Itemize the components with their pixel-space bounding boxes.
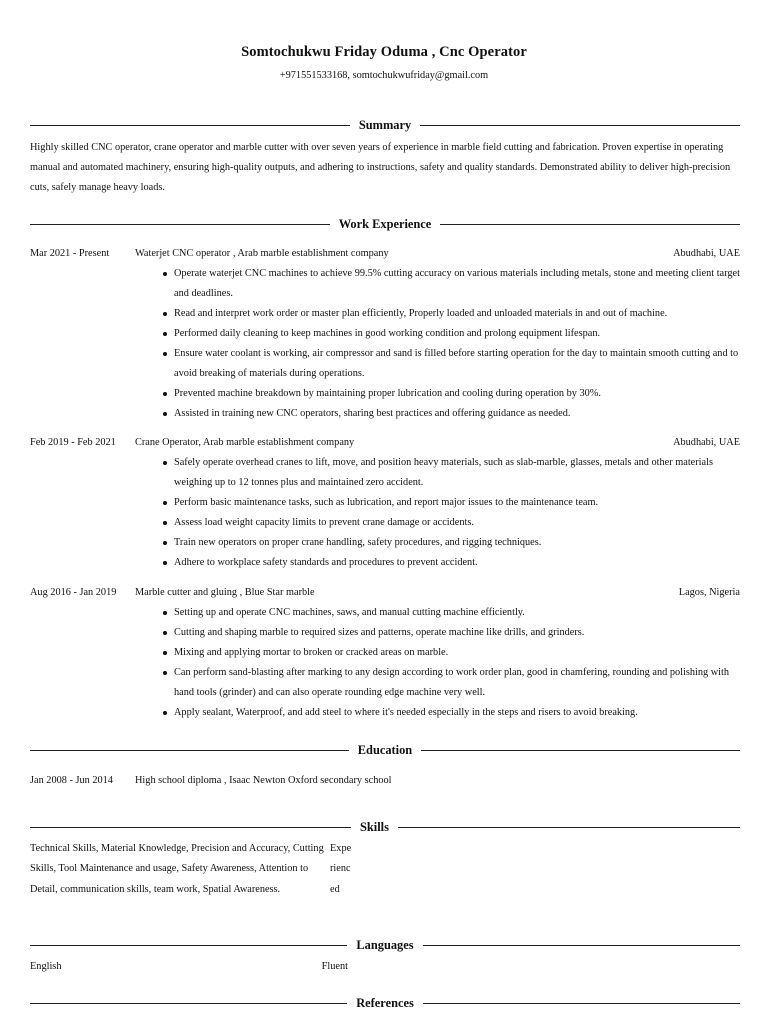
bullet-item: Operate waterjet CNC machines to achieve 99.5% cutting accuracy on various materials including metals, stone and meeting client target and deadlines. bbox=[174, 264, 742, 304]
contact-info: +971551533168, somtochukwufriday@gmail.com bbox=[279, 70, 489, 81]
job-entry bbox=[30, 433, 742, 573]
bullet-item: Ensure water coolant is working, air compressor and sand is filled before starting operation for the day to maintain smooth cutting and to avoid breaking of materials during operations. bbox=[174, 344, 742, 384]
language-name: English bbox=[30, 961, 62, 972]
bullet-item: Cutting and shaping marble to required sizes and patterns, operate machine like drills, and grinders. bbox=[174, 623, 742, 643]
section-label: References bbox=[356, 995, 414, 1010]
job-entry bbox=[30, 244, 742, 424]
divider bbox=[420, 125, 740, 126]
language-level: Fluent bbox=[321, 961, 348, 972]
bullet-item: Prevented machine breakdown by maintaining proper lubrication and cooling during operation by 30%. bbox=[174, 384, 742, 404]
bullet-item: Setting up and operate CNC machines, saws, and manual cutting machine efficiently. bbox=[174, 603, 742, 623]
bullet-item: Assess load weight capacity limits to prevent crane damage or accidents. bbox=[174, 513, 742, 533]
section-experience-heading bbox=[30, 216, 740, 232]
job-title: Waterjet CNC operator , Arab marble establishment company bbox=[135, 248, 389, 259]
job-dates: Feb 2019 - Feb 2021 bbox=[30, 437, 116, 448]
divider bbox=[440, 224, 740, 225]
education-entry bbox=[30, 771, 742, 791]
section-label: Education bbox=[357, 742, 413, 757]
divider bbox=[30, 750, 349, 751]
bullet-item: Can perform sand-blasting after marking to any design according to work order plan, good in chamfering, rounding and polishing with hand tools (grinder) and can also operate rounding edge machine very well. bbox=[174, 663, 742, 703]
education-dates: Jan 2008 - Jun 2014 bbox=[30, 775, 113, 786]
divider bbox=[30, 125, 350, 126]
section-education-heading bbox=[30, 742, 740, 758]
divider bbox=[30, 224, 330, 225]
section-skills-heading bbox=[30, 819, 740, 835]
divider bbox=[30, 827, 351, 828]
section-languages-heading bbox=[30, 937, 740, 953]
bullet-item: Mixing and applying mortar to broken or cracked areas on marble. bbox=[174, 643, 742, 663]
divider bbox=[30, 945, 347, 946]
resume-header bbox=[0, 44, 768, 81]
candidate-name: Somtochukwu Friday Oduma , Cnc Operator bbox=[241, 44, 527, 60]
divider bbox=[421, 750, 740, 751]
divider bbox=[398, 827, 740, 828]
bullet-item: Adhere to workplace safety standards and procedures to prevent accident. bbox=[174, 553, 742, 573]
bullet-item: Apply sealant, Waterproof, and add steel to where it's needed especially in the steps and risers to avoid breaking. bbox=[174, 703, 742, 723]
section-label: Languages bbox=[356, 937, 414, 952]
job-header bbox=[30, 244, 742, 264]
job-location: Abudhabi, UAE bbox=[673, 248, 740, 259]
section-summary-heading bbox=[30, 117, 740, 133]
job-entry bbox=[30, 583, 742, 723]
language-entry bbox=[30, 957, 350, 977]
section-label: Summary bbox=[358, 117, 412, 132]
job-header bbox=[30, 583, 742, 603]
divider bbox=[423, 1003, 740, 1004]
section-label: Skills bbox=[360, 819, 389, 834]
bullet-item: Safely operate overhead cranes to lift, move, and position heavy materials, such as slab-marble, glasses, metals and other materials weighing up to 12 tonnes plus and maintained zero accident. bbox=[174, 453, 742, 493]
bullet-item: Assisted in training new CNC operators, sharing best practices and offering guidance as needed. bbox=[174, 404, 742, 424]
job-title: Crane Operator, Arab marble establishment company bbox=[135, 437, 355, 448]
job-dates: Mar 2021 - Present bbox=[30, 248, 110, 259]
job-dates: Aug 2016 - Jan 2019 bbox=[30, 587, 117, 598]
job-location: Abudhabi, UAE bbox=[673, 437, 740, 448]
skills-level: Experienced bbox=[330, 843, 352, 895]
skills-list: Technical Skills, Material Knowledge, Precision and Accuracy, Cutting Skills, Tool Maintenance and usage, Safety Awareness, Attention to Detail, communication skills, team work, Spatial Awareness. bbox=[30, 843, 324, 895]
job-location: Lagos, Nigeria bbox=[678, 587, 740, 598]
divider bbox=[30, 1003, 347, 1004]
job-header bbox=[30, 433, 742, 453]
bullet-item: Perform basic maintenance tasks, such as lubrication, and report major issues to the maintenance team. bbox=[174, 493, 742, 513]
education-title: High school diploma , Isaac Newton Oxford secondary school bbox=[135, 775, 392, 786]
bullet-item: Performed daily cleaning to keep machines in good working condition and prolong equipment lifespan. bbox=[174, 324, 742, 344]
bullet-item: Train new operators on proper crane handling, safety procedures, and rigging techniques. bbox=[174, 533, 742, 553]
summary-text: Highly skilled CNC operator, crane operator and marble cutter with over seven years of experience in marble field cutting and fabrication. Proven expertise in operating manual and automated machinery, ensuring high-quality outputs, and adhering to instructions, safety and quality standards. Demonstrated ability to deliver high-precision cuts, safely manage heavy loads. bbox=[30, 142, 731, 194]
bullet-item: Read and interpret work order or master plan efficiently, Properly loaded and unloaded materials in and out of machine. bbox=[174, 304, 742, 324]
section-references-heading bbox=[30, 995, 740, 1011]
job-bullets bbox=[174, 264, 742, 424]
job-bullets bbox=[174, 453, 742, 573]
divider bbox=[423, 945, 740, 946]
section-label: Work Experience bbox=[338, 216, 432, 231]
job-bullets bbox=[174, 603, 742, 723]
job-title: Marble cutter and gluing , Blue Star marble bbox=[135, 587, 315, 598]
